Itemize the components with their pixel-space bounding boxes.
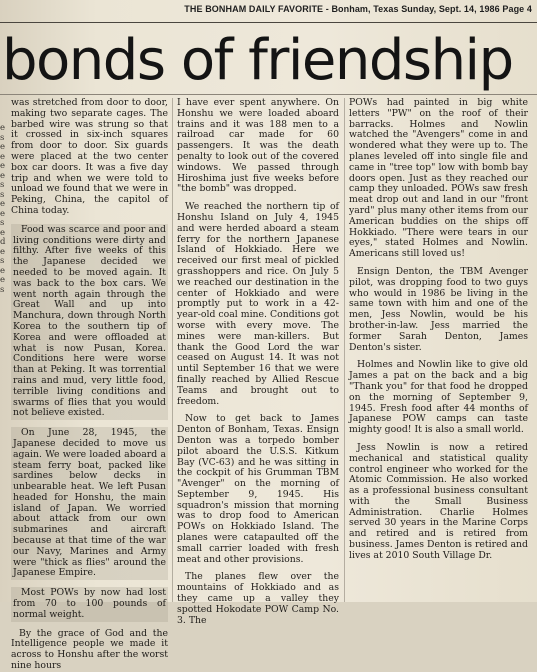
article-column-2 (177, 97, 339, 626)
paragraph: By the grace of God and the Intelligence people we made it across to Honshu after the worst nine hours (11, 627, 168, 672)
left-margin-column (0, 124, 11, 628)
paragraph: Most POWs by now had lost from 70 to 100 pounds of normal weight. (13, 587, 166, 620)
margin-letter: d (0, 237, 6, 247)
column-divider (172, 98, 173, 602)
margin-letter: s (0, 256, 5, 266)
running-head: THE BONHAM DAILY FAVORITE - Bonham, Texas Sunday, Sept. 14, 1986 Page 4 (184, 4, 532, 14)
margin-letter: e (0, 227, 6, 238)
margin-letter: s (0, 218, 5, 228)
margin-letter: s (0, 284, 5, 295)
paragraph: Food was scarce and poor and living conditions were dirty and filthy. After five weeks of this the Japanese decided we needed to be moved again. It was back to the box cars. We went north again through the Great Wall and up into Manchura, down through North Korea to the southern tip of Korea and were offloaded at what is now Pusan, Korea. Conditions here were worse than at Peking. It was torrential rains and mud, very little food, terrible living conditions and swarms of flies that you would not believe existed. (13, 223, 166, 419)
margin-letter: s (0, 132, 5, 143)
margin-letter: e (0, 170, 6, 181)
article-column-1 (11, 97, 168, 672)
margin-letter: e (0, 208, 6, 219)
margin-letter: e (0, 265, 6, 276)
margin-letter: e (0, 275, 6, 285)
paragraph: Holmes and Nowlin like to give old James a pat on the back and a big "Thank you" for that food he dropped on the morning of September 9, 1945. Fresh food after 44 months of Japanese POW camps can taste mighty good! It is also a small world. (349, 359, 528, 436)
paragraph: was stretched from door to door, making two separate cages. The barbed wire was strung so that it crossed in six-inch squares from door to door. Six guards were placed at the two center box car doors. It was a five day trip and when we were told to unload we found that we were in Peking, China, the capitol of China today. (11, 97, 168, 216)
margin-letter: e (0, 142, 6, 152)
margin-letter: e (0, 123, 6, 133)
paragraph: Jess Nowlin is now a retired mechanical and statistical quality control engineer who worked for the Atomic Commission. He also worked as a professional business consultant with the Small Business Administration. Charlie Holmes served 30 years in the Marine Corps and retired and is retired from business. James Denton is retired and lives at 2010 South Village Dr. (349, 441, 528, 561)
paragraph: We reached the northern tip of Honshu Island on July 4, 1945 and were herded aboard a steam ferry for the northern Japanese Island of Hokkiado. Here we received our first meal of pickled grasshoppers and rice. On July 5 we reached our destination in the center of Hokkiado and were promptly put to work in a 42-year-old coal mine. Conditions got worse with every move. The mines were man-killers. But thank the Good Lord the war ceased on August 14. It was not until September 16 that we were finally reached by Allied Rescue Teams and brought out to freedom. (177, 201, 339, 407)
paragraph: The planes flew over the mountains of Hokkiado and as they came up a valley they spotted Hokodate POW Camp No. 3. The (177, 571, 339, 626)
paragraph: Ensign Denton, the TBM Avenger pilot, was dropping food to two guys who would in 1986 be living in the same town with him and one of the men, Jess Nowlin, would be his brother-in-law. Jess married the former Sarah Denton, James Denton's sister. (349, 265, 528, 353)
margin-letter: s (0, 180, 5, 190)
header-rule (0, 22, 537, 23)
margin-letter: e (0, 161, 6, 171)
article-column-3 (349, 98, 528, 602)
paragraph: Now to get back to James Denton of Bonham, Texas. Ensign Denton was a torpedo bomber pilot aboard the U.S.S. Kitkum Bay (VC-63) and he was sitting in the cockpit of his Grumman TBM "Avenger" on the morning of September 9, 1945. His squadron's mission that morning was to drop food to American POWs on Hokkiado Island. The planes were catapaulted off the small carrier loaded with fresh meat and other provisions. (177, 413, 339, 565)
paragraph: I have ever spent anywhere. On Honshu we were loaded aboard trains and it was 188 men to a railroad car made for 60 passengers. It was the death penalty to look out of the covered windows. We passed through Hiroshima just five weeks before "the bomb" was dropped. (177, 97, 339, 195)
paragraph: On June 28, 1945, the Japanese decided to move us again. We were loaded aboard a steam ferry boat, packed like sardines below decks in unbearable heat. We left Pusan headed for Honshu, the main island of Japan. We worried about attack from our own submarines and aircraft because at that time of the war our Navy, Marines and Army were "thick as flies" around the Japanese Empire. (13, 427, 166, 579)
headline: bonds of friendship (2, 28, 513, 93)
paragraph: POWs had painted in big white letters "PW" on the roof of their barracks. Holmes and Nowlin watched the "Avengers" come in and wondered what they were up to. The planes leveled off into single file and came in "tree top" low with bomb bay doors open. Just as they reached our camp they unloaded. POWs saw fresh meat drop out and land in our "front yard" plus many other items from our American buddies on the ships off Hokkiado. "There were tears in our eyes," stated Holmes and Nowlin. Americans still loved us! (349, 97, 528, 260)
headline-rule (0, 94, 537, 95)
margin-letter: e (0, 246, 6, 257)
margin-letter: s (0, 189, 5, 200)
margin-letter: e (0, 199, 6, 209)
column-divider (344, 98, 345, 602)
margin-letter: e (0, 151, 6, 162)
